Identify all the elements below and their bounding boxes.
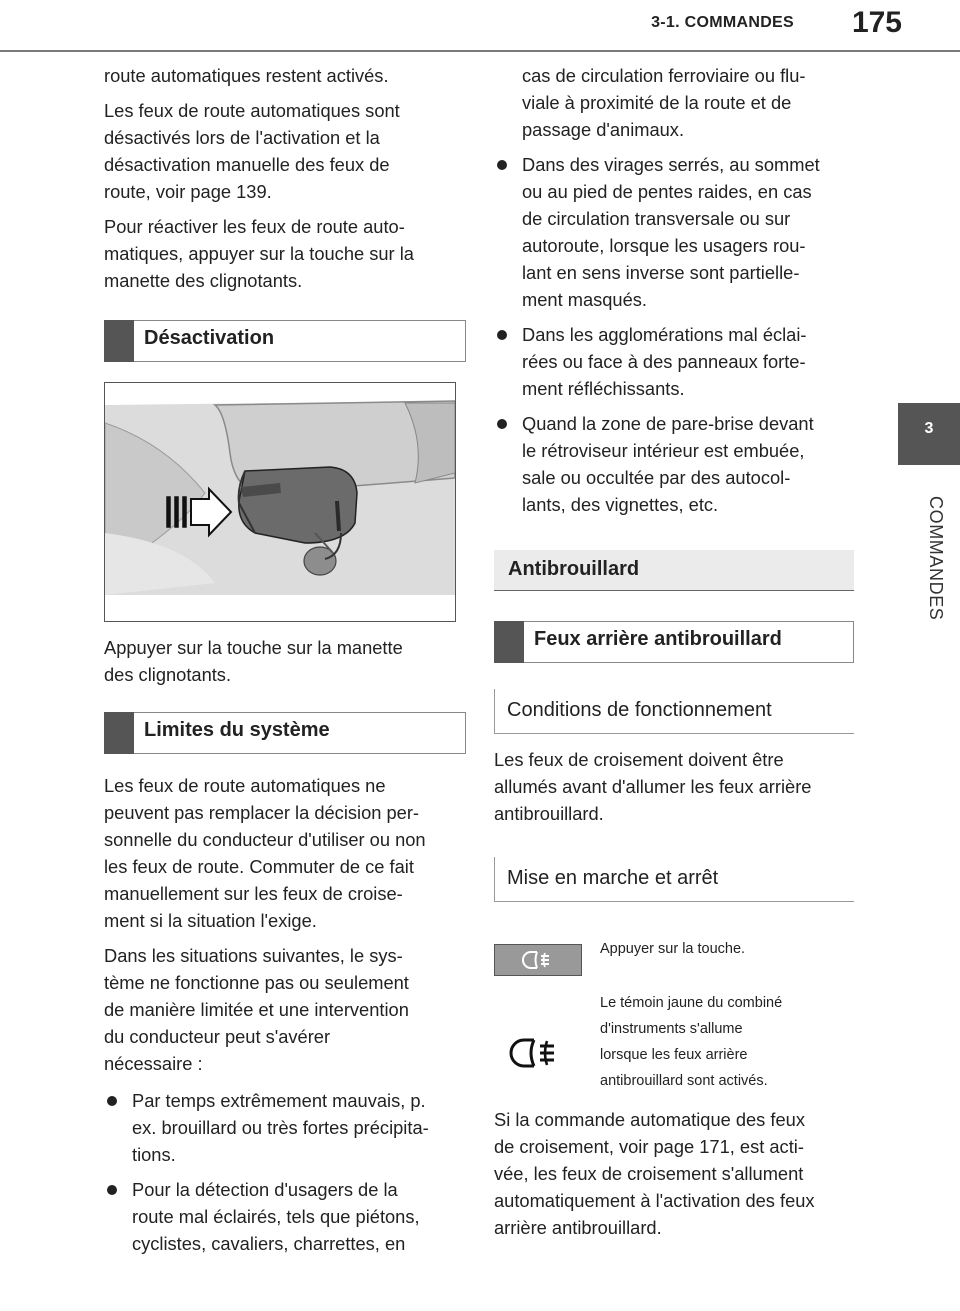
list-item: Quand la zone de pare-brise devant le rétroviseur intérieur est embuée, sale ou occultée par des autocol- lants, des vignettes, etc.: [494, 410, 854, 518]
paragraph: Pour réactiver les feux de route auto- matiques, appuyer sur la touche sur la manette des clignotants.: [104, 216, 414, 291]
paragraph: Les feux de croisement doivent être allumés avant d'allumer les feux arrière antibrouillard.: [494, 749, 812, 824]
subheading-conditions: [494, 689, 854, 734]
bullet-icon: [497, 160, 507, 170]
subheading-on-off: [494, 857, 854, 902]
section-heading-label: Limites du système: [144, 719, 330, 741]
paragraph: Dans les situations suivantes, le sys- tème ne fonctionne pas ou seulement de manière limitée et une intervention du conducteur peut s'avérer nécessaire :: [104, 945, 409, 1074]
rear-fog-light-button-icon: [494, 944, 582, 976]
header-rule: [0, 50, 960, 52]
control-row-button: [494, 936, 854, 976]
section-marker: [104, 320, 134, 362]
paragraph: cas de circulation ferroviaire ou flu- viale à proximité de la route et de passage d'animaux.: [522, 65, 806, 140]
rear-fog-light-indicator-icon: [494, 1034, 582, 1074]
right-column: [494, 62, 854, 1249]
subheading-label: Mise en marche et arrêt: [507, 867, 719, 889]
section-heading-deactivation: [104, 320, 466, 362]
figure-caption: Appuyer sur la touche sur la manette des clignotants.: [104, 637, 403, 685]
control-row-indicator: [494, 990, 854, 1094]
paragraph: route automatiques restent activés.: [104, 65, 389, 86]
chapter-tab-label: COMMANDES: [926, 496, 946, 621]
list-item: Dans des virages serrés, au sommet ou au pied de pentes raides, en cas de circulation transversale ou sur autoroute, lorsque les usagers rou- lant en sens inverse sont partielle- ment masqués.: [494, 151, 854, 313]
bullet-list: [494, 151, 854, 518]
stalk-illustration: [105, 383, 455, 621]
control-icon-cell: [494, 990, 584, 1079]
section-heading-label: Désactivation: [144, 327, 275, 349]
list-item: Pour la détection d'usagers de la route mal éclairés, tels que piétons, cyclistes, cavaliers, charrettes, en: [104, 1176, 466, 1257]
section-marker: [494, 621, 524, 663]
illustration-turn-signal-stalk: [104, 382, 456, 622]
control-description: Appuyer sur la touche.: [600, 941, 746, 957]
section-heading-label: Antibrouillard: [508, 558, 640, 580]
section-heading-rear-fog: [494, 621, 854, 663]
list-item: Dans les agglomérations mal éclai- rées ou face à des panneaux forte- ment réfléchissants.: [494, 321, 854, 402]
bullet-icon: [107, 1185, 117, 1195]
page-number: 175: [851, 6, 902, 39]
rear-fog-symbol-icon: [520, 949, 556, 971]
chapter-tab-number: 3: [924, 420, 934, 437]
paragraph: Les feux de route automatiques ne peuvent pas remplacer la décision per- sonnelle du conducteur d'utiliser ou non les feux de route. Commuter de ce fait manuellement sur les feux de croise- ment si la situation l'exige.: [104, 775, 426, 931]
section-heading-antibrouillard: [494, 550, 854, 591]
section-heading-limits: [104, 712, 466, 754]
paragraph: Les feux de route automatiques sont désactivés lors de l'activation et la désactivation manuelle des feux de route, voir page 139.: [104, 100, 400, 202]
indicator-description: Le témoin jaune du combiné d'instruments s'allume lorsque les feux arrière antibrouillard sont activés.: [600, 995, 783, 1089]
section-marker: [104, 712, 134, 754]
left-column: [104, 62, 466, 1265]
control-icon-cell: [494, 936, 584, 976]
bullet-icon: [107, 1096, 117, 1106]
section-heading-label: Feux arrière antibrouillard: [534, 628, 782, 650]
list-item: Par temps extrêmement mauvais, p. ex. brouillard ou très fortes précipita- tions.: [104, 1087, 466, 1168]
running-header-section: 3-1. COMMANDES: [651, 14, 794, 31]
bullet-list: [104, 1087, 466, 1257]
bullet-icon: [497, 419, 507, 429]
subheading-label: Conditions de fonctionnement: [507, 699, 772, 721]
paragraph: Si la commande automatique des feux de croisement, voir page 171, est acti- vée, les feux de croisement s'allument automatiquement à l'activation des feux arrière antibrouillard.: [494, 1109, 815, 1238]
bullet-icon: [497, 330, 507, 340]
